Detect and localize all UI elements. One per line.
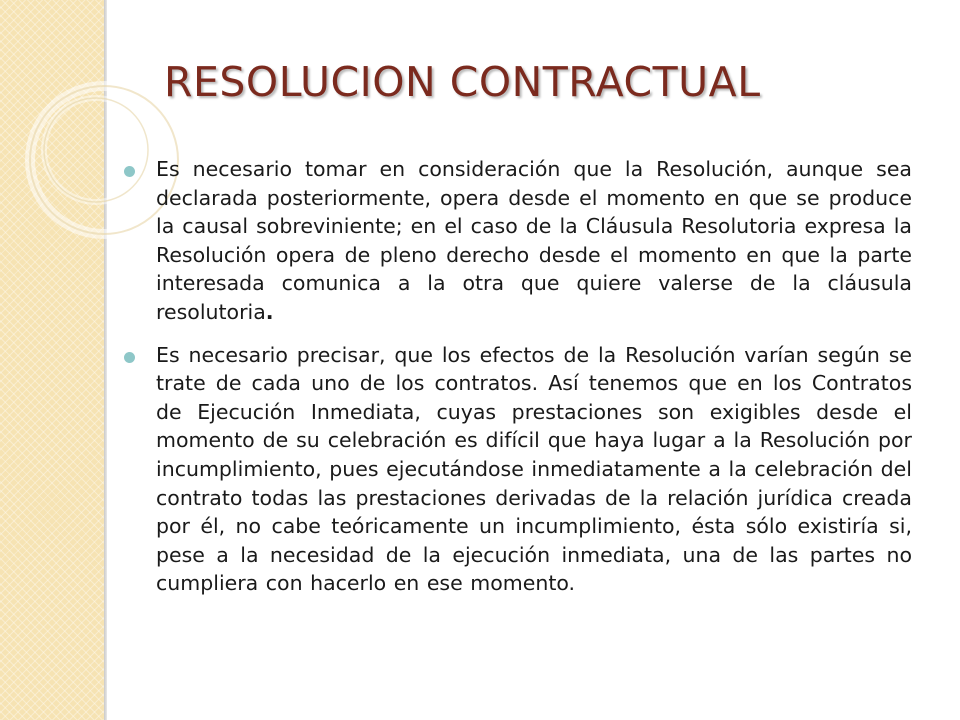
slide-title: RESOLUCION CONTRACTUAL [164,58,761,106]
list-item [124,341,912,598]
side-decorative-band [0,0,104,720]
side-divider-line [104,0,107,720]
bullet-text-end: . [265,299,274,324]
bullet-text: Es necesario precisar, que los efectos de la Resolución varían según se trate de cada uno de los contratos. Así tenemos que en los Contratos de Ejecución Inmediata, cuyas prestaciones son exigibles desde el momento de su celebración es difícil que haya lugar a la Resolución por incumplimiento, pues ejecutándose inmediatamente a la celebración del contrato todas las prestaciones derivadas de la relación jurídica creada por él, no cabe teóricamente un incumplimiento, ésta sólo existiría si, pese a la necesidad de la ejecución inmediata, una de las partes no cumpliera con hacerlo en ese momento. [156,342,912,596]
bullet-text-body: Es necesario tomar en consideración que la Resolución, aunque sea declarada posteriormente, opera desde el momento en que se produce la causal sobreviniente; en el caso de la Cláusula Resolutoria expresa la Resolución opera de pleno derecho desde el momento en que la parte interesada comunica a la otra que quiere valerse de la cláusula resolutoria [156,157,912,324]
bullet-dot-icon [124,166,135,177]
bullet-dot-icon [124,352,135,363]
bullet-list [124,155,912,612]
list-item [124,155,912,327]
bullet-text [156,155,912,327]
